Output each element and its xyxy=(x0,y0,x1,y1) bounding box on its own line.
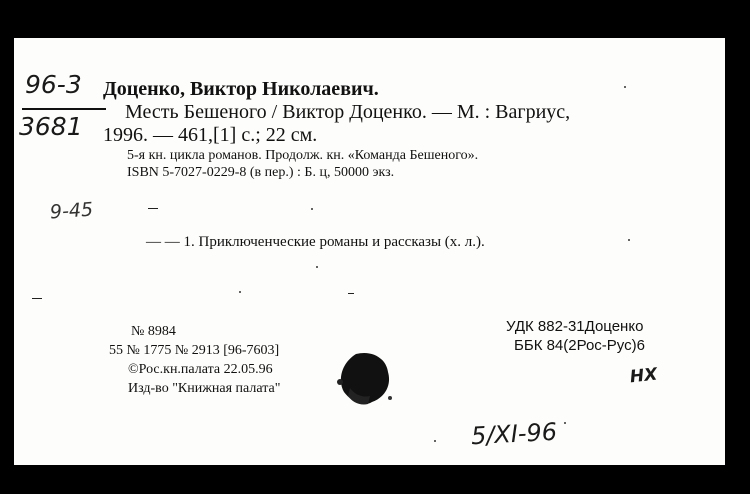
scan-speck xyxy=(624,86,626,88)
handwritten-note: 9-45 xyxy=(49,198,94,224)
subject-heading: — — 1. Приключенческие романы и рассказы (х. л.). xyxy=(146,234,485,250)
library-stamp xyxy=(332,348,402,418)
author-heading: Доценко, Виктор Николаевич. xyxy=(103,78,379,100)
record-numbers: 55 № 1775 № 2913 [96-7603] xyxy=(109,343,280,358)
isbn-line: ISBN 5-7027-0229-8 (в пер.) : Б. ц, 50000 экз. xyxy=(127,165,395,180)
scan-speck xyxy=(564,422,566,424)
shelfmark-bottom: 3681 xyxy=(19,112,83,141)
shelfmark-top: 96-3 xyxy=(25,70,82,99)
margin-dash xyxy=(32,298,42,299)
imprint-line: 1996. — 461,[1] с.; 22 см. xyxy=(103,124,318,146)
scan-speck xyxy=(316,266,318,268)
title-line: Месть Бешеного / Виктор Доценко. — М. : Вагриус, xyxy=(125,101,571,123)
bbk-index: ББК 84(2Рос-Рус)6 xyxy=(514,337,645,354)
shelfmark-divider xyxy=(22,108,106,110)
series-note: 5-я кн. цикла романов. Продолж. кн. «Команда Бешеного». xyxy=(127,148,479,163)
card-number: № 8984 xyxy=(131,324,176,339)
scan-speck xyxy=(628,239,630,241)
catalog-card xyxy=(14,38,725,465)
handwritten-date: 5/XI-96 xyxy=(470,417,558,451)
copyright-line: ©Рос.кн.палата 22.05.96 xyxy=(128,362,273,377)
scan-speck xyxy=(434,440,436,442)
scan-speck xyxy=(311,208,313,210)
scan-dash xyxy=(348,293,354,294)
scan-dash xyxy=(148,208,158,209)
scan-speck xyxy=(239,291,241,293)
publisher-line: Изд-во "Книжная палата" xyxy=(128,381,281,396)
udk-index: УДК 882-31Доценко xyxy=(506,318,644,335)
handwritten-mark-nx: НХ xyxy=(628,364,659,388)
